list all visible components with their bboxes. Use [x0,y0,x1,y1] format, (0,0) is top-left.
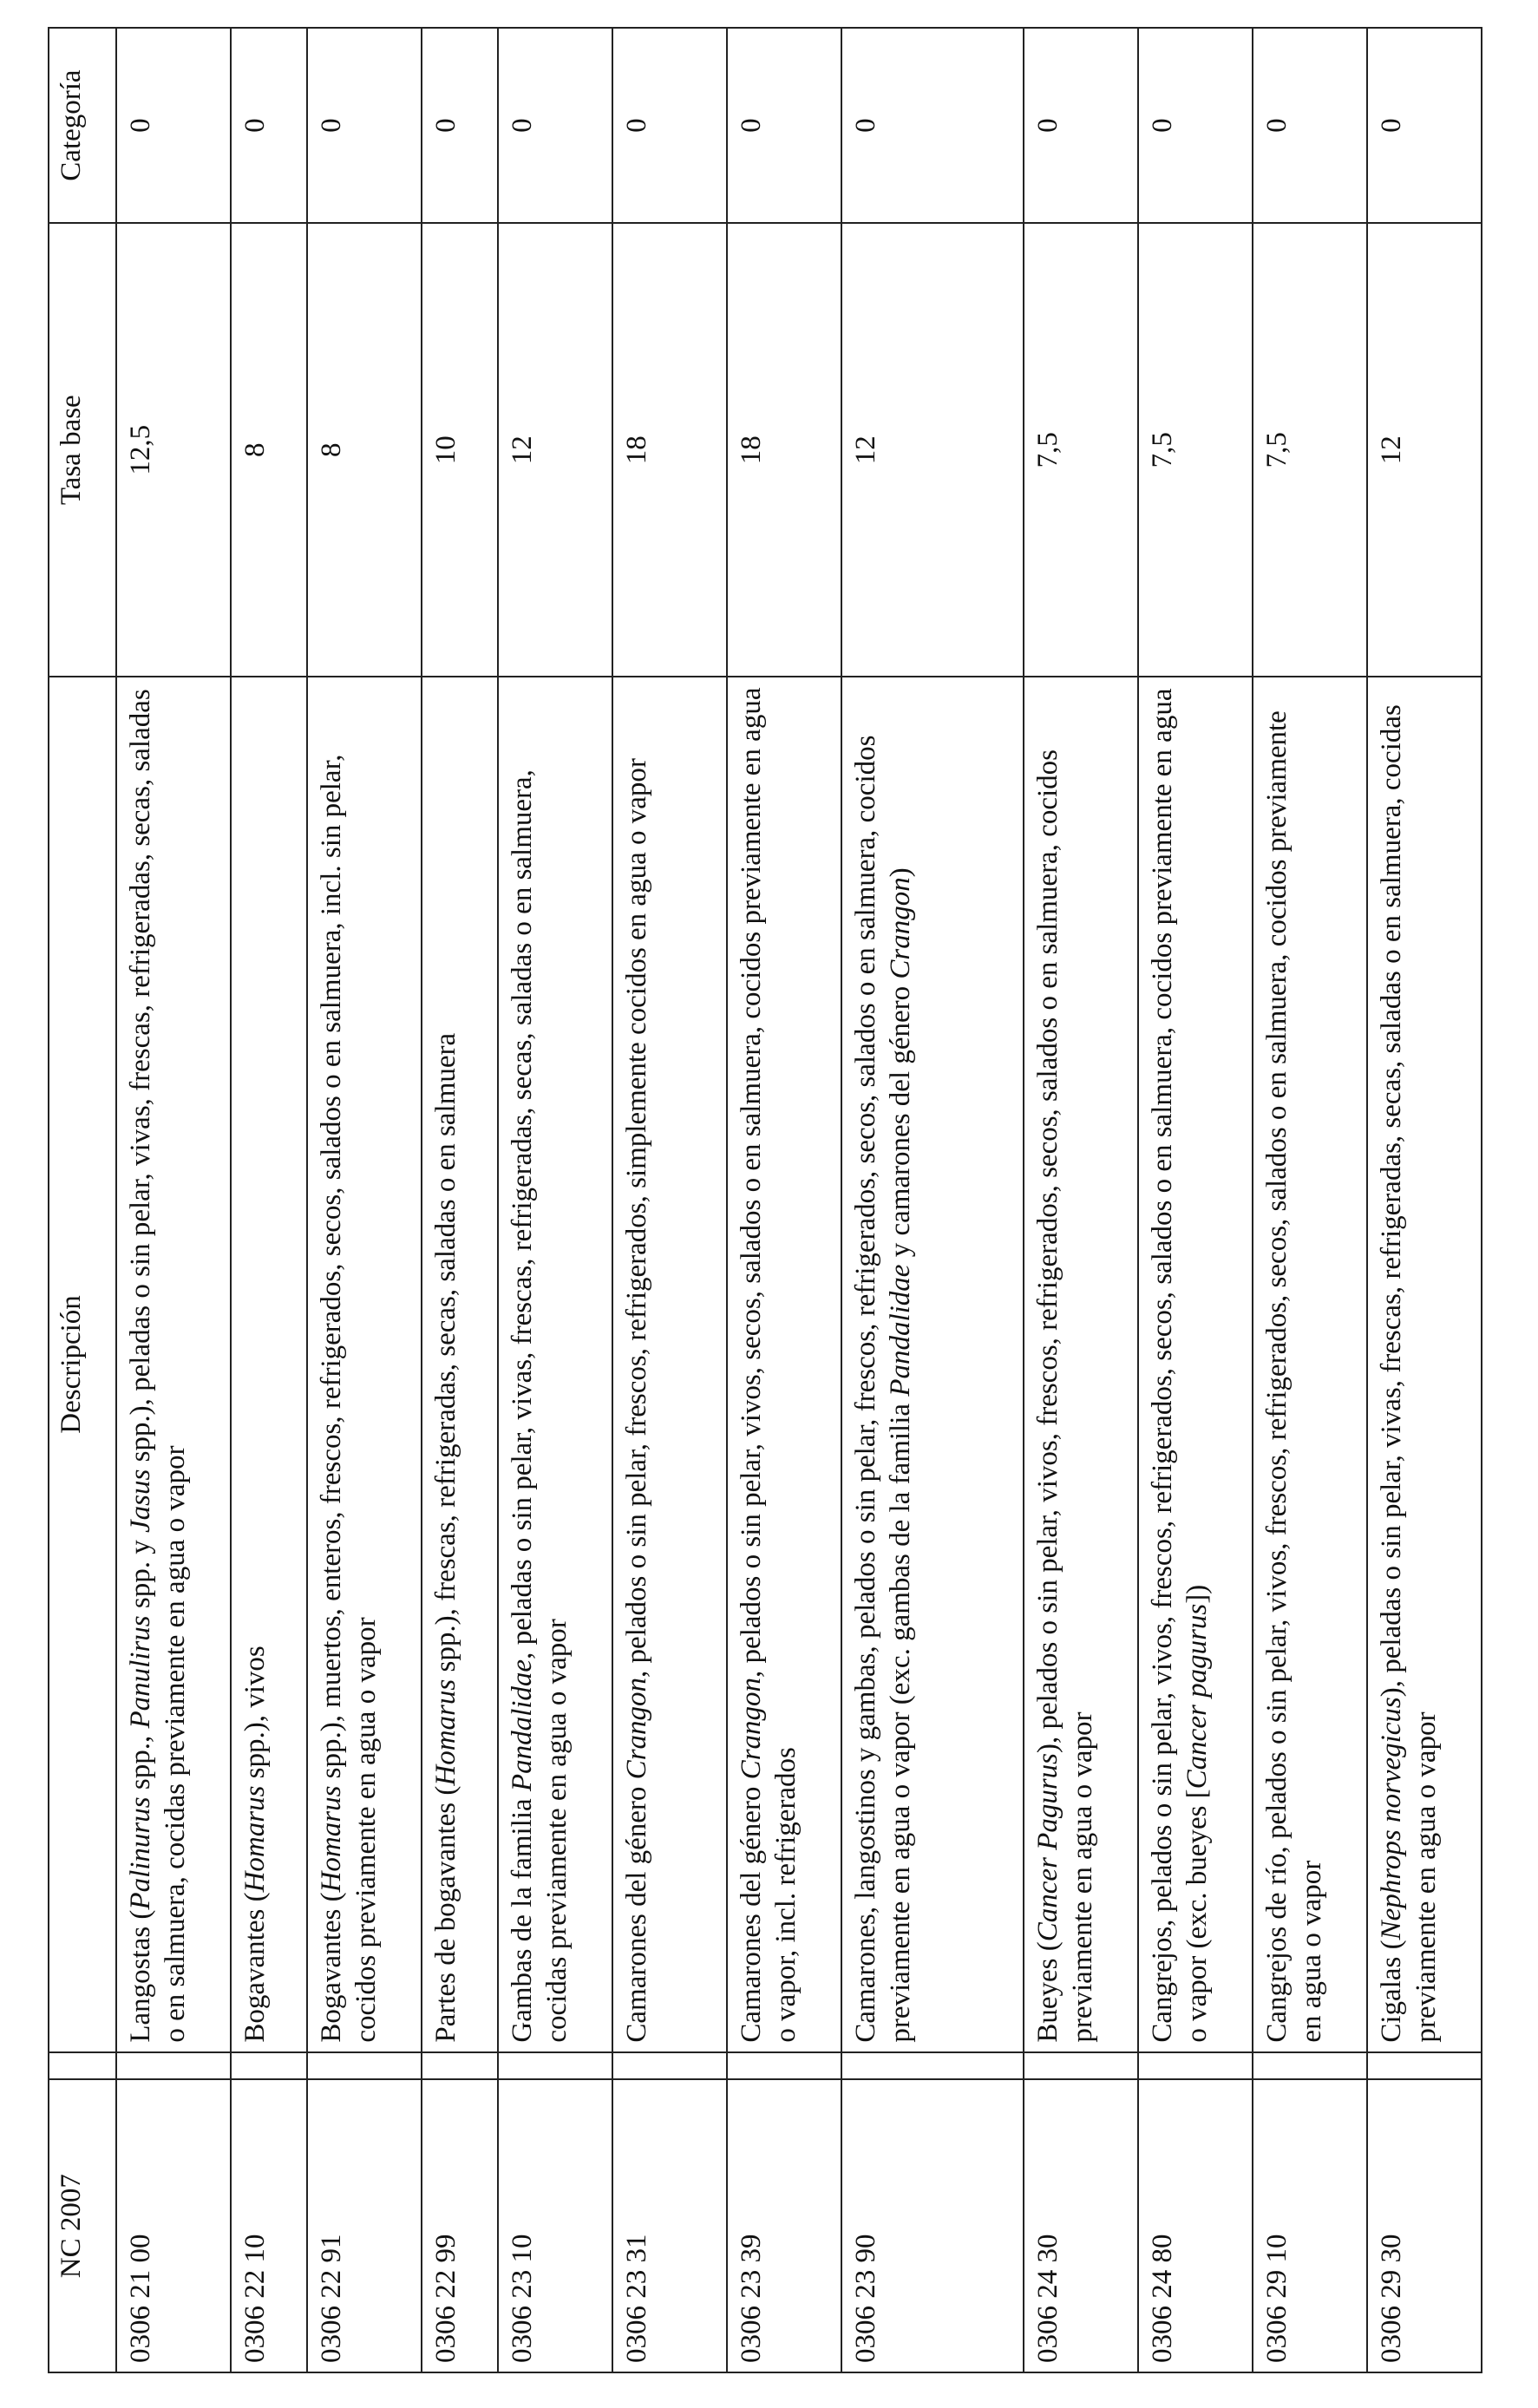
table-row [307,28,422,2372]
category: 0 [1024,28,1138,223]
row-spacer [231,2052,307,2080]
cn-code: 0306 22 99 [422,2079,498,2372]
row-spacer [1138,2052,1253,2080]
table-row [498,28,612,2372]
description [498,677,612,2051]
base-rate: 18 [612,223,727,677]
table-body [116,28,1482,2372]
base-rate: 7,5 [1024,223,1138,677]
description-text: spp. y [125,1533,156,1616]
description [612,677,727,2051]
category: 0 [422,28,498,223]
cn-code: 0306 23 39 [727,2079,841,2372]
base-rate: 8 [231,223,307,677]
tariff-table [48,27,1482,2373]
category: 0 [727,28,841,223]
table-row [1138,28,1253,2372]
category: 0 [307,28,422,223]
description-text: Camarones del género [621,1779,652,2043]
row-spacer [1367,2052,1482,2080]
category: 0 [841,28,1024,223]
description [307,677,422,2051]
description-text: Bueyes ( [1032,1941,1064,2043]
description-italic: Homarus [316,1785,347,1893]
base-rate: 12 [498,223,612,677]
description-text: Langostas ( [125,1909,156,2043]
description [1253,677,1367,2051]
cn-code: 0306 24 30 [1024,2079,1138,2372]
header-description: Descripción [49,677,116,2051]
table-row [1024,28,1138,2372]
description [422,677,498,2051]
description-text: spp.), frescas, refrigeradas, secas, saladas o en salmuera [430,1032,461,1679]
category: 0 [1138,28,1253,223]
row-spacer [498,2052,612,2080]
description-text: y camarones del género [884,978,916,1265]
description [841,677,1024,2051]
cn-code: 0306 22 91 [307,2079,422,2372]
description-text: Partes de bogavantes ( [430,1785,461,2043]
header-spacer [49,2052,116,2080]
row-spacer [422,2052,498,2080]
description [1367,677,1482,2051]
description-text: Bogavantes ( [239,1892,271,2043]
header-rate: Tasa base [49,223,116,677]
description-italic: Crangon [884,877,916,979]
description-italic: Cancer pagurus [1181,1603,1213,1790]
description-text: ), pelados o sin pelar, vivos, frescos, refrigerados, secos, salados o en salmuera, cocidos previamente en agua o vapor [1032,749,1098,2043]
cn-code: 0306 23 10 [498,2079,612,2372]
table-row [841,28,1024,2372]
table-row [727,28,841,2372]
category: 0 [1367,28,1482,223]
table-row [612,28,727,2372]
description [116,677,231,2051]
description-text: , peladas o sin pelar, vivas, frescas, refrigeradas, secas, saladas o en salmuera, cocidas previamente en agua o vapor [507,769,573,2043]
description-text: Cigalas ( [1376,1940,1407,2043]
description-text: spp., [125,1728,156,1797]
description [1138,677,1253,2051]
category: 0 [1253,28,1367,223]
description-text: , pelados o sin pelar, vivos, secos, salados o en salmuera, cocidos previamente en agua o vapor, incl. refrigerados [736,687,802,2043]
description-italic: Panulirus [125,1615,156,1729]
row-spacer [841,2052,1024,2080]
base-rate: 18 [727,223,841,677]
category: 0 [231,28,307,223]
base-rate: 8 [307,223,422,677]
category: 0 [116,28,231,223]
description [1024,677,1138,2051]
row-spacer [727,2052,841,2080]
description-text: spp.), muertos, enteros, frescos, refrigerados, secos, salados o en salmuera, incl. sin pelar, cocidos previamente en agua o vapor [316,754,382,2043]
cn-code: 0306 21 00 [116,2079,231,2372]
description-text: ]) [1181,1584,1213,1604]
base-rate: 12 [841,223,1024,677]
row-spacer [612,2052,727,2080]
description-italic: Pandalidae [507,1659,538,1792]
description-text: spp.), peladas o sin pelar, vivas, frescas, refrigeradas, secas, saladas o en salmuera, cocidas previamente en agua o vapor [125,689,191,2043]
cn-code: 0306 29 10 [1253,2079,1367,2372]
description-text: Gambas de la familia [507,1791,538,2043]
description-italic: Crangon [736,1677,767,1780]
description-italic: Palinurus [125,1796,156,1910]
row-spacer [1024,2052,1138,2080]
description-text: ), peladas o sin pelar, vivas, frescas, refrigeradas, secas, saladas o en salmuera, cocidas previamente en agua o vapor [1376,704,1442,2043]
row-spacer [1253,2052,1367,2080]
description-text: Bogavantes ( [316,1892,347,2043]
description-italic: Cancer Pagurus [1032,1752,1064,1942]
base-rate: 12,5 [116,223,231,677]
row-spacer [307,2052,422,2080]
cn-code: 0306 23 31 [612,2079,727,2372]
cn-code: 0306 29 30 [1367,2079,1482,2372]
description-italic: Jasus [125,1469,156,1534]
cn-code: 0306 23 90 [841,2079,1024,2372]
description-text: ) [884,867,916,878]
description-italic: Pandalidae [884,1264,916,1397]
row-spacer [116,2052,231,2080]
description-italic: Nephrops norvegicus [1376,1697,1407,1940]
description-italic: Homarus [430,1678,461,1786]
table-row [116,28,231,2372]
header-row [49,28,116,2372]
description [231,677,307,2051]
table-row [231,28,307,2372]
base-rate: 7,5 [1253,223,1367,677]
category: 0 [612,28,727,223]
table-row [1367,28,1482,2372]
cn-code: 0306 22 10 [231,2079,307,2372]
category: 0 [498,28,612,223]
description-text: spp.), vivos [239,1646,271,1786]
table-row [1253,28,1367,2372]
base-rate: 12 [1367,223,1482,677]
header-code: NC 2007 [49,2079,116,2372]
description-text: Camarones, langostinos y gambas, pelados o sin pelar, frescos, refrigerados, secos, salados o en salmuera, cocidos previamente en agua o vapor (exc. gambas de la familia [850,735,916,2043]
description-italic: Crangon [621,1677,652,1780]
description-italic: Homarus [239,1785,271,1893]
base-rate: 10 [422,223,498,677]
description-text: Cangrejos de río, pelados o sin pelar, vivos, frescos, refrigerados, secos, salados o en salmuera, cocidos previamente en agua o vapor [1261,710,1327,2043]
description-text: Camarones del género [736,1779,767,2043]
table-row [422,28,498,2372]
cn-code: 0306 24 80 [1138,2079,1253,2372]
description-text: Cangrejos, pelados o sin pelar, vivos, frescos, refrigerados, secos, salados o en salmuera, cocidos previamente en agua o vapor (exc. bueyes [ [1147,688,1213,2043]
description [727,677,841,2051]
description-text: , pelados o sin pelar, frescos, refrigerados, simplemente cocidos en agua o vapor [621,758,652,1678]
header-category: Categoría [49,28,116,223]
base-rate: 7,5 [1138,223,1253,677]
